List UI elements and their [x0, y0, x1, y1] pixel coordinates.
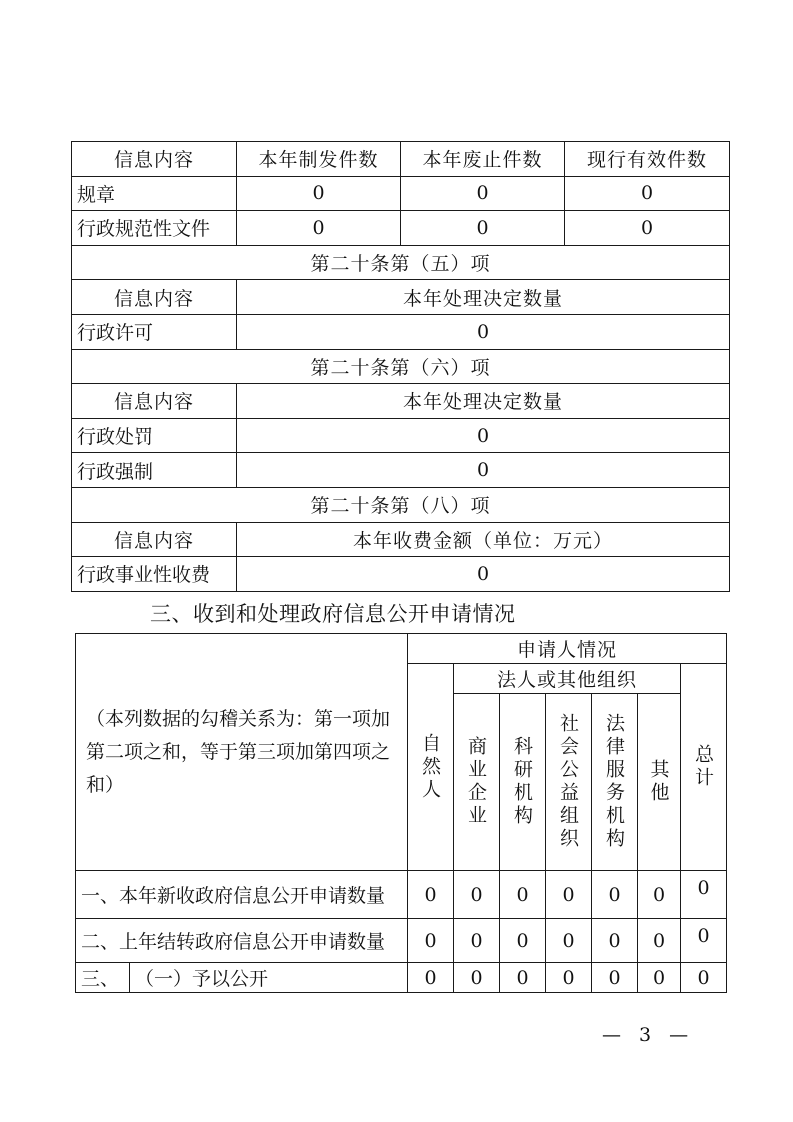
- cell-value: 0: [408, 871, 454, 919]
- header-cell: 信息内容: [72, 142, 237, 177]
- section-heading: 三、收到和处理政府信息公开申请情况: [150, 602, 516, 626]
- header-cell: 本年处理决定数量: [237, 384, 730, 419]
- header-cell: 本年废止件数: [401, 142, 565, 177]
- section-title: 第二十条第（八）项: [72, 487, 730, 522]
- row-label: 行政规范性文件: [72, 211, 237, 246]
- cell-value: 0: [237, 453, 730, 488]
- cell-value: 0: [565, 211, 730, 246]
- row-label: 一、本年新收政府信息公开申请数量: [76, 871, 408, 919]
- page-number: — 3 —: [602, 1024, 695, 1046]
- table-row: [72, 176, 730, 211]
- note-cell: （本列数据的勾稽关系为：第一项加第二项之和，等于第三项加第四项之和）: [76, 634, 408, 871]
- cell-value: 0: [401, 176, 565, 211]
- cell-value: 0: [454, 919, 500, 963]
- table-header-row: [72, 384, 730, 419]
- table-header-row: [72, 522, 730, 557]
- cell-value: 0: [681, 871, 727, 919]
- col-header-legal-service: 法律服务机构: [592, 694, 638, 871]
- cell-value: 0: [237, 557, 730, 592]
- table-row: [72, 557, 730, 592]
- cell-value: 0: [681, 963, 727, 993]
- row-label: 行政强制: [72, 453, 237, 488]
- col-header-natural-person: 自然人: [408, 664, 454, 871]
- row-label: 规章: [72, 176, 237, 211]
- row-label: 行政许可: [72, 314, 237, 349]
- cell-value: 0: [500, 871, 546, 919]
- table-row: [72, 453, 730, 488]
- cell-value: 0: [408, 963, 454, 993]
- row-prefix: 三、: [76, 963, 130, 993]
- table-row: [72, 418, 730, 453]
- applicant-header: 申请人情况: [408, 634, 727, 664]
- col-header-total: 总计: [681, 664, 727, 871]
- cell-value: 0: [546, 871, 592, 919]
- row-label: 行政处罚: [72, 418, 237, 453]
- cell-value: 0: [638, 963, 681, 993]
- table-row: [72, 314, 730, 349]
- col-header-other: 其他: [638, 694, 681, 871]
- header-cell: 本年制发件数: [237, 142, 401, 177]
- row-label: （一）予以公开: [130, 963, 408, 993]
- cell-value: 0: [237, 176, 401, 211]
- cell-value: 0: [546, 963, 592, 993]
- table-row: [72, 211, 730, 246]
- cell-value: 0: [454, 871, 500, 919]
- cell-value: 0: [565, 176, 730, 211]
- cell-value: 0: [681, 919, 727, 963]
- cell-value: 0: [408, 919, 454, 963]
- legal-entity-header: 法人或其他组织: [454, 664, 681, 694]
- cell-value: 0: [592, 919, 638, 963]
- cell-value: 0: [401, 211, 565, 246]
- header-cell: 本年处理决定数量: [237, 280, 730, 315]
- cell-value: 0: [546, 919, 592, 963]
- cell-value: 0: [237, 418, 730, 453]
- col-header-nonprofit: 社会公益组织: [546, 694, 592, 871]
- header-cell: 信息内容: [72, 384, 237, 419]
- table-row: [76, 919, 727, 963]
- section-title: 第二十条第（五）项: [72, 245, 730, 280]
- header-cell: 信息内容: [72, 522, 237, 557]
- table-header-row: [72, 142, 730, 177]
- table-row: [76, 963, 727, 993]
- section-title-row: [72, 349, 730, 384]
- statistics-table-1: [71, 141, 730, 592]
- row-label: 二、上年结转政府信息公开申请数量: [76, 919, 408, 963]
- row-label: 行政事业性收费: [72, 557, 237, 592]
- cell-value: 0: [237, 314, 730, 349]
- cell-value: 0: [500, 963, 546, 993]
- statistics-table-2: [75, 633, 727, 993]
- col-header-business: 商业企业: [454, 694, 500, 871]
- cell-value: 0: [638, 871, 681, 919]
- cell-value: 0: [592, 963, 638, 993]
- section-title-row: [72, 487, 730, 522]
- table-header-row: [72, 280, 730, 315]
- col-header-research: 科研机构: [500, 694, 546, 871]
- section-title: 第二十条第（六）项: [72, 349, 730, 384]
- cell-value: 0: [454, 963, 500, 993]
- table-header-row: [76, 634, 727, 664]
- cell-value: 0: [500, 919, 546, 963]
- cell-value: 0: [592, 871, 638, 919]
- cell-value: 0: [638, 919, 681, 963]
- header-cell: 信息内容: [72, 280, 237, 315]
- header-cell: 现行有效件数: [565, 142, 730, 177]
- section-title-row: [72, 245, 730, 280]
- table-row: [76, 871, 727, 919]
- header-cell: 本年收费金额（单位：万元）: [237, 522, 730, 557]
- cell-value: 0: [237, 211, 401, 246]
